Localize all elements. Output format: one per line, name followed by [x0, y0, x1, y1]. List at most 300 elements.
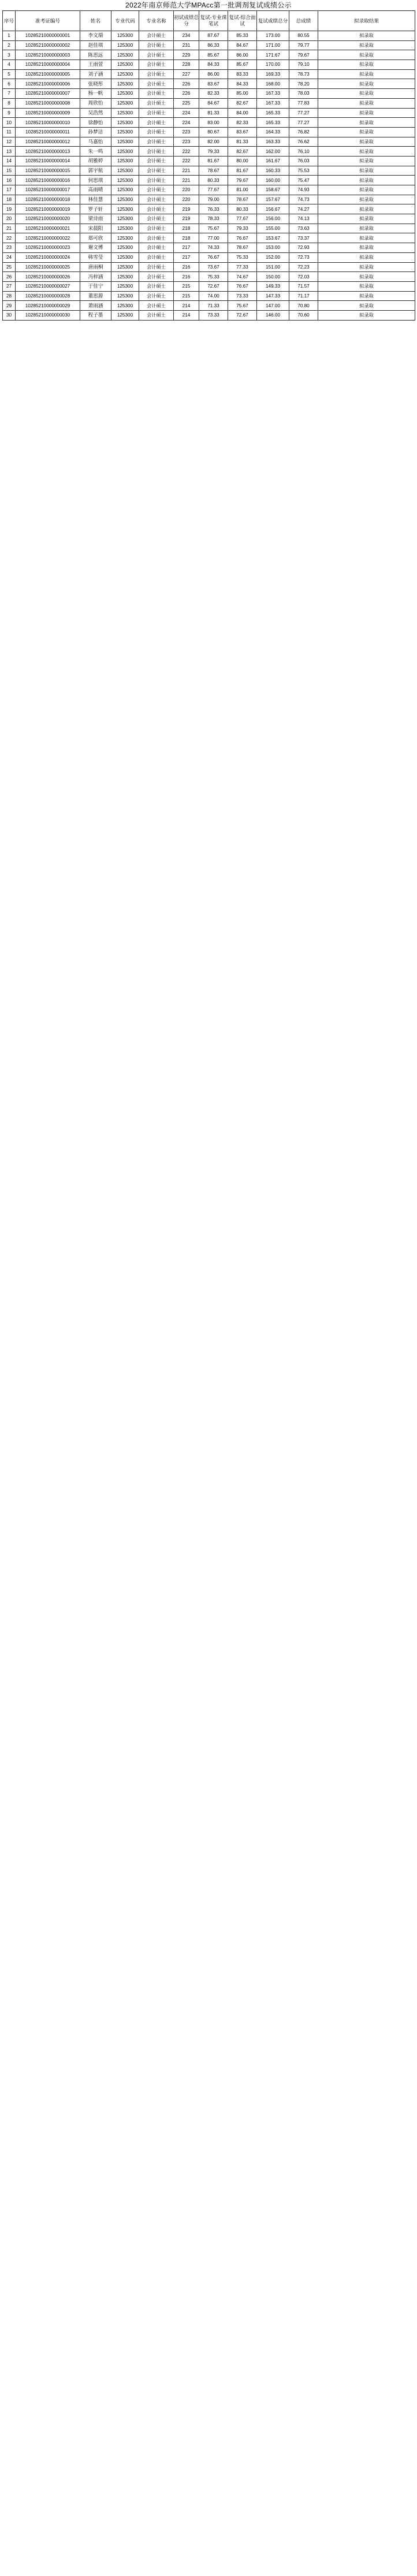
cell-name: 吴浩然	[80, 108, 111, 118]
cell-major-name: 会计硕士	[139, 224, 174, 233]
cell-seq: 14	[3, 156, 16, 166]
table-row	[3, 214, 415, 224]
cell-name: 梁诗雨	[80, 214, 111, 224]
cell-retest-total: 149.33	[257, 281, 289, 291]
cell-final-score: 78.03	[289, 89, 318, 99]
cell-result: 拟录取	[318, 156, 415, 166]
cell-final-score: 72.73	[289, 252, 318, 262]
cell-retest-interview: 75.33	[228, 252, 257, 262]
cell-major-name: 会计硕士	[139, 185, 174, 195]
cell-exam-no: 10285210000000023	[16, 243, 80, 253]
cell-major-code: 125300	[111, 204, 139, 214]
cell-final-score: 71.17	[289, 291, 318, 301]
cell-final-score: 76.62	[289, 137, 318, 147]
cell-initial-total: 224	[174, 108, 199, 118]
table-row	[3, 195, 415, 204]
cell-result: 拟录取	[318, 98, 415, 108]
cell-retest-total: 165.33	[257, 118, 289, 128]
cell-seq: 22	[3, 233, 16, 243]
cell-result: 拟录取	[318, 233, 415, 243]
header-retest-written: 复试-专业课笔试	[199, 11, 228, 31]
cell-retest-interview: 78.67	[228, 243, 257, 253]
cell-initial-total: 226	[174, 89, 199, 99]
cell-initial-total: 216	[174, 262, 199, 272]
cell-name: 杨一帆	[80, 89, 111, 99]
cell-major-code: 125300	[111, 108, 139, 118]
cell-seq: 19	[3, 204, 16, 214]
cell-exam-no: 10285210000000028	[16, 291, 80, 301]
cell-exam-no: 10285210000000004	[16, 60, 80, 70]
cell-seq: 8	[3, 98, 16, 108]
cell-retest-interview: 85.00	[228, 89, 257, 99]
cell-major-code: 125300	[111, 195, 139, 204]
cell-final-score: 77.27	[289, 108, 318, 118]
cell-exam-no: 10285210000000029	[16, 301, 80, 311]
cell-major-code: 125300	[111, 233, 139, 243]
header-result: 拟录取结果	[318, 11, 415, 31]
cell-result: 拟录取	[318, 195, 415, 204]
cell-retest-written: 78.67	[199, 166, 228, 176]
cell-result: 拟录取	[318, 69, 415, 79]
cell-retest-total: 153.00	[257, 243, 289, 253]
cell-retest-interview: 79.67	[228, 176, 257, 185]
cell-major-name: 会计硕士	[139, 118, 174, 128]
table-row	[3, 89, 415, 99]
cell-major-code: 125300	[111, 50, 139, 60]
cell-major-name: 会计硕士	[139, 31, 174, 41]
cell-major-code: 125300	[111, 291, 139, 301]
cell-name: 罗子轩	[80, 204, 111, 214]
cell-name: 马嘉怡	[80, 137, 111, 147]
cell-retest-written: 81.67	[199, 156, 228, 166]
cell-name: 赵佳琪	[80, 40, 111, 50]
cell-major-code: 125300	[111, 60, 139, 70]
cell-retest-written: 82.33	[199, 89, 228, 99]
cell-major-name: 会计硕士	[139, 137, 174, 147]
cell-retest-written: 82.00	[199, 137, 228, 147]
cell-final-score: 79.10	[289, 60, 318, 70]
cell-initial-total: 226	[174, 79, 199, 89]
cell-retest-total: 168.00	[257, 79, 289, 89]
cell-initial-total: 222	[174, 156, 199, 166]
cell-final-score: 77.83	[289, 98, 318, 108]
table-row	[3, 243, 415, 253]
cell-retest-interview: 80.33	[228, 204, 257, 214]
cell-name: 宋晨阳	[80, 224, 111, 233]
cell-retest-written: 79.33	[199, 147, 228, 157]
table-body	[3, 31, 415, 321]
cell-retest-interview: 84.00	[228, 108, 257, 118]
table-row	[3, 40, 415, 50]
cell-retest-written: 81.33	[199, 108, 228, 118]
cell-seq: 5	[3, 69, 16, 79]
cell-name: 郑可欣	[80, 233, 111, 243]
cell-retest-interview: 81.00	[228, 185, 257, 195]
cell-name: 孙梦洁	[80, 127, 111, 137]
cell-seq: 21	[3, 224, 16, 233]
cell-major-name: 会计硕士	[139, 156, 174, 166]
cell-major-name: 会计硕士	[139, 166, 174, 176]
cell-exam-no: 10285210000000002	[16, 40, 80, 50]
header-exam-no: 准考证编号	[16, 11, 80, 31]
cell-result: 拟录取	[318, 224, 415, 233]
cell-result: 拟录取	[318, 108, 415, 118]
cell-exam-no: 10285210000000022	[16, 233, 80, 243]
cell-retest-total: 155.00	[257, 224, 289, 233]
cell-result: 拟录取	[318, 272, 415, 282]
cell-seq: 30	[3, 310, 16, 320]
cell-retest-interview: 85.67	[228, 60, 257, 70]
cell-name: 徐静怡	[80, 118, 111, 128]
cell-retest-written: 76.67	[199, 252, 228, 262]
cell-initial-total: 214	[174, 310, 199, 320]
cell-retest-written: 74.33	[199, 243, 228, 253]
cell-initial-total: 224	[174, 118, 199, 128]
table-row	[3, 301, 415, 311]
cell-retest-written: 76.33	[199, 204, 228, 214]
cell-major-code: 125300	[111, 243, 139, 253]
cell-seq: 2	[3, 40, 16, 50]
cell-initial-total: 225	[174, 98, 199, 108]
cell-initial-total: 221	[174, 176, 199, 185]
cell-initial-total: 231	[174, 40, 199, 50]
table-row	[3, 69, 415, 79]
cell-major-code: 125300	[111, 310, 139, 320]
cell-retest-total: 171.00	[257, 40, 289, 50]
cell-retest-total: 150.00	[257, 272, 289, 282]
cell-major-name: 会计硕士	[139, 214, 174, 224]
cell-final-score: 72.23	[289, 262, 318, 272]
cell-retest-interview: 78.67	[228, 195, 257, 204]
table-row	[3, 31, 415, 41]
cell-seq: 3	[3, 50, 16, 60]
cell-major-code: 125300	[111, 224, 139, 233]
cell-initial-total: 215	[174, 291, 199, 301]
cell-initial-total: 222	[174, 147, 199, 157]
table-row	[3, 98, 415, 108]
cell-final-score: 78.73	[289, 69, 318, 79]
cell-name: 朱一鸣	[80, 147, 111, 157]
cell-major-name: 会计硕士	[139, 60, 174, 70]
cell-major-code: 125300	[111, 40, 139, 50]
table-row	[3, 281, 415, 291]
cell-exam-no: 10285210000000014	[16, 156, 80, 166]
cell-exam-no: 10285210000000027	[16, 281, 80, 291]
cell-major-code: 125300	[111, 147, 139, 157]
cell-major-name: 会计硕士	[139, 301, 174, 311]
cell-retest-total: 157.67	[257, 195, 289, 204]
cell-result: 拟录取	[318, 262, 415, 272]
cell-final-score: 72.03	[289, 272, 318, 282]
table-row	[3, 291, 415, 301]
table-row	[3, 60, 415, 70]
cell-retest-interview: 73.33	[228, 291, 257, 301]
cell-initial-total: 234	[174, 31, 199, 41]
cell-exam-no: 10285210000000010	[16, 118, 80, 128]
cell-seq: 4	[3, 60, 16, 70]
cell-retest-interview: 76.67	[228, 233, 257, 243]
cell-result: 拟录取	[318, 310, 415, 320]
cell-major-code: 125300	[111, 176, 139, 185]
cell-major-name: 会计硕士	[139, 127, 174, 137]
table-row	[3, 272, 415, 282]
cell-seq: 15	[3, 166, 16, 176]
cell-retest-total: 147.00	[257, 301, 289, 311]
cell-seq: 6	[3, 79, 16, 89]
table-row	[3, 108, 415, 118]
table-row	[3, 233, 415, 243]
cell-result: 拟录取	[318, 89, 415, 99]
cell-initial-total: 217	[174, 252, 199, 262]
cell-name: 唐雨桐	[80, 262, 111, 272]
cell-name: 周欣怡	[80, 98, 111, 108]
cell-retest-total: 170.00	[257, 60, 289, 70]
cell-seq: 13	[3, 147, 16, 157]
cell-name: 陈思远	[80, 50, 111, 60]
cell-retest-written: 71.33	[199, 301, 228, 311]
cell-final-score: 79.77	[289, 40, 318, 50]
cell-retest-interview: 86.00	[228, 50, 257, 60]
cell-retest-interview: 81.67	[228, 166, 257, 176]
header-major-code: 专业代码	[111, 11, 139, 31]
cell-major-name: 会计硕士	[139, 40, 174, 50]
table-header-row	[3, 11, 415, 31]
cell-retest-written: 84.67	[199, 98, 228, 108]
cell-seq: 10	[3, 118, 16, 128]
cell-exam-no: 10285210000000013	[16, 147, 80, 157]
table-row	[3, 166, 415, 176]
table-row	[3, 118, 415, 128]
cell-retest-interview: 81.33	[228, 137, 257, 147]
cell-retest-total: 160.33	[257, 166, 289, 176]
cell-exam-no: 10285210000000011	[16, 127, 80, 137]
cell-retest-written: 74.00	[199, 291, 228, 301]
cell-name: 张晓彤	[80, 79, 111, 89]
cell-retest-total: 173.00	[257, 31, 289, 41]
cell-seq: 7	[3, 89, 16, 99]
cell-seq: 25	[3, 262, 16, 272]
cell-major-name: 会计硕士	[139, 281, 174, 291]
cell-major-code: 125300	[111, 79, 139, 89]
cell-initial-total: 216	[174, 272, 199, 282]
cell-result: 拟录取	[318, 301, 415, 311]
cell-result: 拟录取	[318, 166, 415, 176]
cell-retest-written: 80.33	[199, 176, 228, 185]
cell-seq: 27	[3, 281, 16, 291]
cell-major-code: 125300	[111, 214, 139, 224]
cell-major-name: 会计硕士	[139, 243, 174, 253]
cell-initial-total: 227	[174, 69, 199, 79]
cell-result: 拟录取	[318, 50, 415, 60]
cell-retest-written: 83.67	[199, 79, 228, 89]
cell-name: 刘子涵	[80, 69, 111, 79]
cell-initial-total: 214	[174, 301, 199, 311]
cell-result: 拟录取	[318, 127, 415, 137]
cell-major-code: 125300	[111, 262, 139, 272]
cell-final-score: 74.13	[289, 214, 318, 224]
cell-retest-total: 162.00	[257, 147, 289, 157]
cell-name: 郭宇航	[80, 166, 111, 176]
cell-initial-total: 217	[174, 243, 199, 253]
cell-major-name: 会计硕士	[139, 79, 174, 89]
cell-name: 谢文博	[80, 243, 111, 253]
cell-major-name: 会计硕士	[139, 69, 174, 79]
cell-retest-total: 152.00	[257, 252, 289, 262]
table-row	[3, 204, 415, 214]
cell-major-name: 会计硕士	[139, 89, 174, 99]
cell-final-score: 79.67	[289, 50, 318, 60]
cell-retest-interview: 82.33	[228, 118, 257, 128]
cell-major-code: 125300	[111, 31, 139, 41]
cell-major-name: 会计硕士	[139, 98, 174, 108]
cell-retest-total: 171.67	[257, 50, 289, 60]
cell-exam-no: 10285210000000015	[16, 166, 80, 176]
cell-name: 于佳宁	[80, 281, 111, 291]
cell-exam-no: 10285210000000024	[16, 252, 80, 262]
cell-name: 李文瑞	[80, 31, 111, 41]
table-row	[3, 156, 415, 166]
cell-final-score: 76.82	[289, 127, 318, 137]
cell-retest-total: 167.33	[257, 98, 289, 108]
cell-retest-total: 163.33	[257, 137, 289, 147]
cell-exam-no: 10285210000000001	[16, 31, 80, 41]
cell-major-code: 125300	[111, 272, 139, 282]
cell-exam-no: 10285210000000008	[16, 98, 80, 108]
cell-retest-total: 165.33	[257, 108, 289, 118]
cell-retest-interview: 77.33	[228, 262, 257, 272]
table-row	[3, 127, 415, 137]
cell-exam-no: 10285210000000009	[16, 108, 80, 118]
cell-seq: 1	[3, 31, 16, 41]
cell-retest-total: 164.33	[257, 127, 289, 137]
cell-exam-no: 10285210000000006	[16, 79, 80, 89]
cell-name: 冯梓涵	[80, 272, 111, 282]
cell-initial-total: 219	[174, 204, 199, 214]
cell-final-score: 75.53	[289, 166, 318, 176]
page-title: 2022年南京师范大学MPAcc第一批调剂复试成绩公示	[125, 1, 292, 9]
cell-seq: 20	[3, 214, 16, 224]
cell-retest-interview: 80.00	[228, 156, 257, 166]
cell-name: 何思琪	[80, 176, 111, 185]
cell-major-name: 会计硕士	[139, 272, 174, 282]
cell-major-code: 125300	[111, 281, 139, 291]
cell-seq: 23	[3, 243, 16, 253]
cell-retest-interview: 77.67	[228, 214, 257, 224]
table-row	[3, 147, 415, 157]
cell-initial-total: 223	[174, 137, 199, 147]
cell-result: 拟录取	[318, 137, 415, 147]
cell-result: 拟录取	[318, 79, 415, 89]
cell-exam-no: 10285210000000007	[16, 89, 80, 99]
cell-retest-written: 80.67	[199, 127, 228, 137]
cell-result: 拟录取	[318, 31, 415, 41]
cell-retest-written: 85.67	[199, 50, 228, 60]
cell-result: 拟录取	[318, 204, 415, 214]
header-name: 姓名	[80, 11, 111, 31]
cell-retest-total: 167.33	[257, 89, 289, 99]
cell-final-score: 71.57	[289, 281, 318, 291]
cell-result: 拟录取	[318, 243, 415, 253]
cell-name: 高雨晴	[80, 185, 111, 195]
cell-final-score: 76.03	[289, 156, 318, 166]
cell-retest-written: 75.67	[199, 224, 228, 233]
cell-retest-written: 73.67	[199, 262, 228, 272]
cell-major-name: 会计硕士	[139, 310, 174, 320]
cell-name: 程子墨	[80, 310, 111, 320]
cell-final-score: 73.37	[289, 233, 318, 243]
cell-retest-total: 153.67	[257, 233, 289, 243]
cell-initial-total: 229	[174, 50, 199, 60]
cell-initial-total: 220	[174, 185, 199, 195]
cell-major-code: 125300	[111, 301, 139, 311]
cell-exam-no: 10285210000000005	[16, 69, 80, 79]
table-row	[3, 310, 415, 320]
cell-final-score: 74.27	[289, 204, 318, 214]
cell-retest-total: 160.00	[257, 176, 289, 185]
cell-retest-written: 87.67	[199, 31, 228, 41]
table-row	[3, 137, 415, 147]
header-retest-total: 复试成绩总分	[257, 11, 289, 31]
cell-final-score: 74.73	[289, 195, 318, 204]
cell-seq: 9	[3, 108, 16, 118]
cell-name: 董思源	[80, 291, 111, 301]
cell-result: 拟录取	[318, 60, 415, 70]
cell-final-score: 70.60	[289, 310, 318, 320]
header-initial-total: 初试成绩总分	[174, 11, 199, 31]
cell-major-name: 会计硕士	[139, 233, 174, 243]
cell-seq: 12	[3, 137, 16, 147]
cell-name: 王雨萱	[80, 60, 111, 70]
cell-major-name: 会计硕士	[139, 108, 174, 118]
cell-retest-written: 86.33	[199, 40, 228, 50]
cell-final-score: 75.47	[289, 176, 318, 185]
cell-final-score: 78.20	[289, 79, 318, 89]
cell-result: 拟录取	[318, 147, 415, 157]
table-row	[3, 176, 415, 185]
cell-retest-total: 151.00	[257, 262, 289, 272]
cell-exam-no: 10285210000000012	[16, 137, 80, 147]
cell-result: 拟录取	[318, 185, 415, 195]
cell-major-name: 会计硕士	[139, 262, 174, 272]
cell-initial-total: 221	[174, 166, 199, 176]
cell-initial-total: 228	[174, 60, 199, 70]
cell-retest-written: 75.33	[199, 272, 228, 282]
cell-result: 拟录取	[318, 281, 415, 291]
cell-retest-interview: 84.33	[228, 79, 257, 89]
cell-initial-total: 220	[174, 195, 199, 204]
cell-major-code: 125300	[111, 98, 139, 108]
cell-retest-total: 147.33	[257, 291, 289, 301]
cell-major-code: 125300	[111, 156, 139, 166]
cell-major-name: 会计硕士	[139, 252, 174, 262]
cell-retest-total: 156.00	[257, 214, 289, 224]
cell-initial-total: 215	[174, 281, 199, 291]
cell-retest-interview: 75.67	[228, 301, 257, 311]
cell-exam-no: 10285210000000016	[16, 176, 80, 185]
cell-retest-written: 79.00	[199, 195, 228, 204]
table-row	[3, 224, 415, 233]
cell-major-code: 125300	[111, 89, 139, 99]
cell-name: 胡雅婷	[80, 156, 111, 166]
cell-retest-total: 169.33	[257, 69, 289, 79]
cell-exam-no: 10285210000000030	[16, 310, 80, 320]
cell-seq: 26	[3, 272, 16, 282]
cell-final-score: 72.93	[289, 243, 318, 253]
cell-major-name: 会计硕士	[139, 195, 174, 204]
cell-exam-no: 10285210000000020	[16, 214, 80, 224]
cell-initial-total: 218	[174, 224, 199, 233]
table-row	[3, 79, 415, 89]
